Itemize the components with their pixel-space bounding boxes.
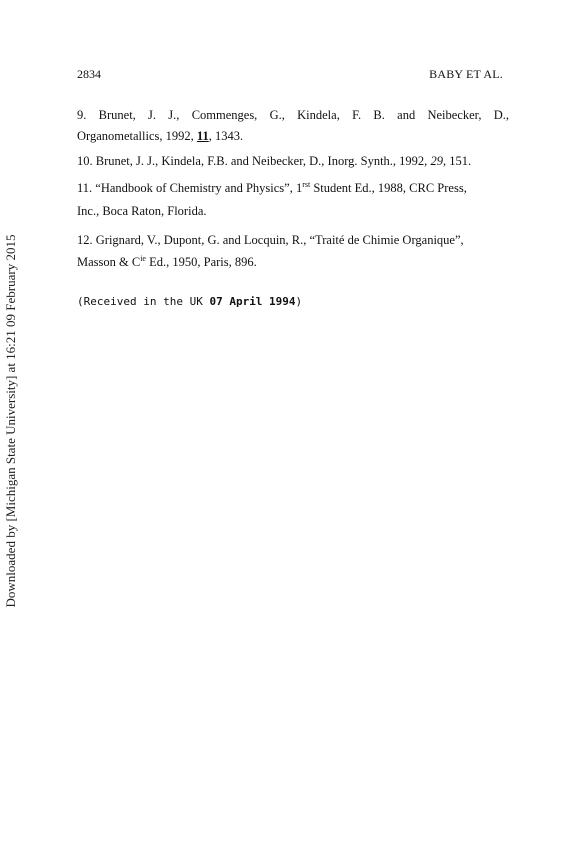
reference-10-text: 10. Brunet, J. J., Kindela, F.B. and Neibecker, D., Inorg. Synth., 1992, <box>77 154 431 168</box>
received-prefix: (Received in the UK <box>77 295 210 308</box>
reference-9-line-2 <box>77 129 243 144</box>
received-date: 07 April 1994 <box>209 295 296 308</box>
running-head: BABY ET AL. <box>429 67 503 81</box>
reference-11-title: 11. “Handbook of Chemistry and Physics”, 1 <box>77 181 303 195</box>
reference-11-edition: Student Ed., 1988, CRC Press, <box>310 181 467 195</box>
reference-12-superscript: ie <box>140 254 146 263</box>
reference-12-line-1: 12. Grignard, V., Dupont, G. and Locquin, R., “Traité de Chimie Organique”, <box>77 233 464 247</box>
reference-11-superscript: rst <box>302 180 311 189</box>
reference-9-journal: Organometallics, 1992, <box>77 129 197 143</box>
page-number: 2834 <box>77 67 101 81</box>
reference-9-line-1: 9. Brunet, J. J., Commenges, G., Kindela, F. B. and Neibecker, D., <box>77 108 509 122</box>
reference-11-line-1 <box>77 181 467 196</box>
reference-10-line-1 <box>77 154 471 169</box>
received-suffix: ) <box>295 295 303 308</box>
reference-9-volume: 11 <box>196 129 209 143</box>
reference-10-pages: , 151. <box>442 154 472 168</box>
reference-11-line-2: Inc., Boca Raton, Florida. <box>77 204 207 218</box>
reference-12-details: Ed., 1950, Paris, 896. <box>145 255 257 269</box>
reference-12-publisher: Masson & C <box>77 255 141 269</box>
reference-9-pages: , 1343. <box>208 129 244 143</box>
received-note <box>77 295 302 308</box>
download-watermark: Downloaded by [Michigan State University] at 16:21 09 February 2015 <box>3 234 18 608</box>
reference-10-volume: 29 <box>430 154 443 168</box>
reference-12-line-2 <box>77 255 257 270</box>
